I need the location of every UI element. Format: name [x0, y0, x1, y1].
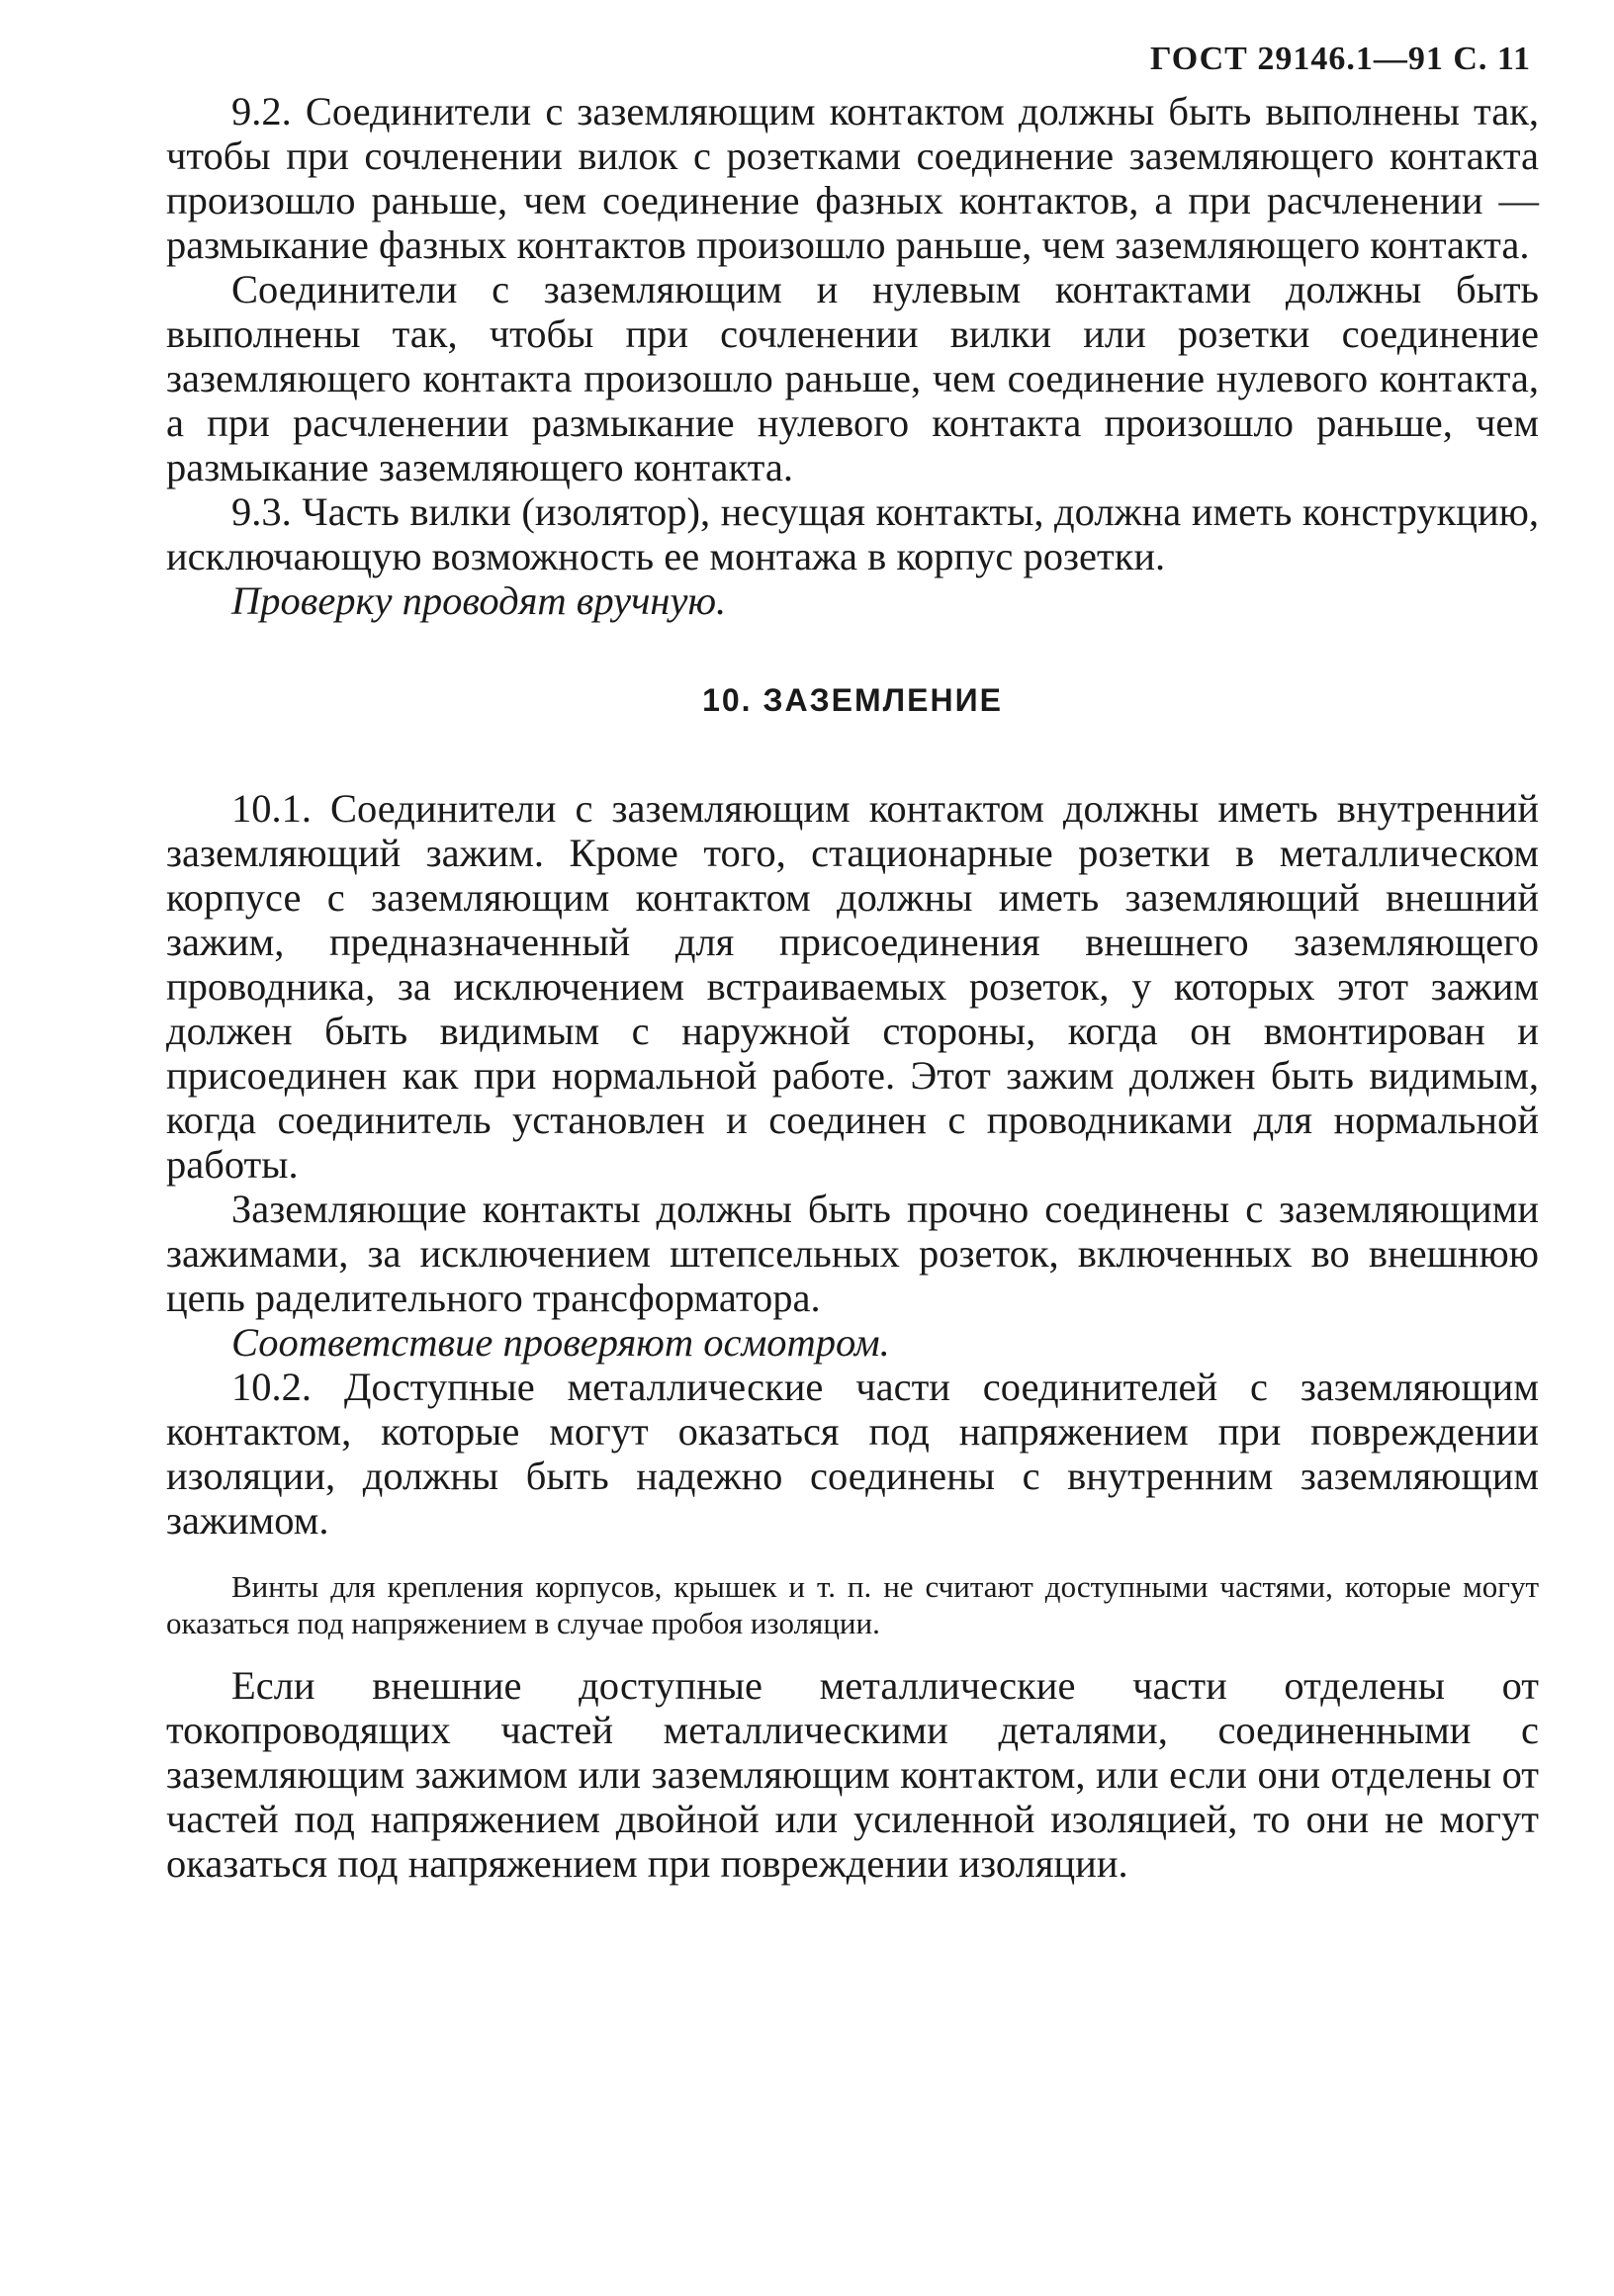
paragraph-10-2: 10.2. Доступные металлические части соединителей с заземляющим контактом, которые могут оказаться под напряжением при повреждении изоляции, должны быть надежно соединены с внутренним заземляющим зажимом.	[166, 1365, 1539, 1543]
paragraph-final: Если внешние доступные металлические части отделены от токопроводящих частей металлическими деталями, соединенными с заземляющим зажимом или заземляющим контактом, или если они отделены от частей под напряжением двойной или усиленной изоляцией, то они не могут оказаться под напряжением при повреждении изоляции.	[166, 1663, 1539, 1886]
running-header: ГОСТ 29146.1—91 С. 11	[1149, 41, 1531, 77]
small-print-note: Винты для крепления корпусов, крышек и т. п. не считают доступными частями, которые могут оказаться под напряжением в случае пробоя изоляции.	[166, 1569, 1539, 1640]
paragraph-10-1: 10.1. Соединители с заземляющим контактом должны иметь внутренний заземляющий зажим. Кроме того, стационарные розетки в металлическом корпусе с заземляющим контактом должны иметь заземляющий внешний зажим, предназначенный для присоединения внешнего заземляющего проводника, за исключением встраиваемых розеток, у которых этот зажим должен быть видимым с наружной стороны, когда он вмонтирован и присоединен как при нормальной работе. Этот зажим должен быть видимым, когда соединитель установлен и соединен с проводниками для нормальной работы.	[166, 786, 1539, 1187]
verification-note-9: Проверку проводят вручную.	[231, 578, 727, 623]
paragraph-9-2-neutral: Соединители с заземляющим и нулевым контактами должны быть выполнены так, чтобы при сочленении вилки или розетки соединение заземляющего контакта произошло раньше, чем соединение нулевого контакта, а при расчленении размыкание нулевого контакта произошло раньше, чем размыкание заземляющего контакта.	[166, 267, 1539, 489]
verification-note-10: Соответствие проверяют осмотром.	[231, 1320, 890, 1365]
document-page	[166, 30, 1539, 1886]
paragraph-10-1-contacts: Заземляющие контакты должны быть прочно соединены с заземляющими зажимами, за исключением штепсельных розеток, включенных во внешнюю цепь раделительного трансформатора.	[166, 1187, 1539, 1320]
paragraph-9-2: 9.2. Соединители с заземляющим контактом должны быть выполнены так, чтобы при сочленении вилок с розетками соединение заземляющего контакта произошло раньше, чем соединение фазных контактов, а при расчленении — размыкание фазных контактов произошло раньше, чем заземляющего контакта.	[166, 89, 1539, 267]
section-title-grounding: 10. ЗАЗЕМЛЕНИЕ	[702, 682, 1003, 718]
paragraph-9-3: 9.3. Часть вилки (изолятор), несущая контакты, должна иметь конструкцию, исключающую возможность ее монтажа в корпус розетки.	[166, 489, 1539, 578]
